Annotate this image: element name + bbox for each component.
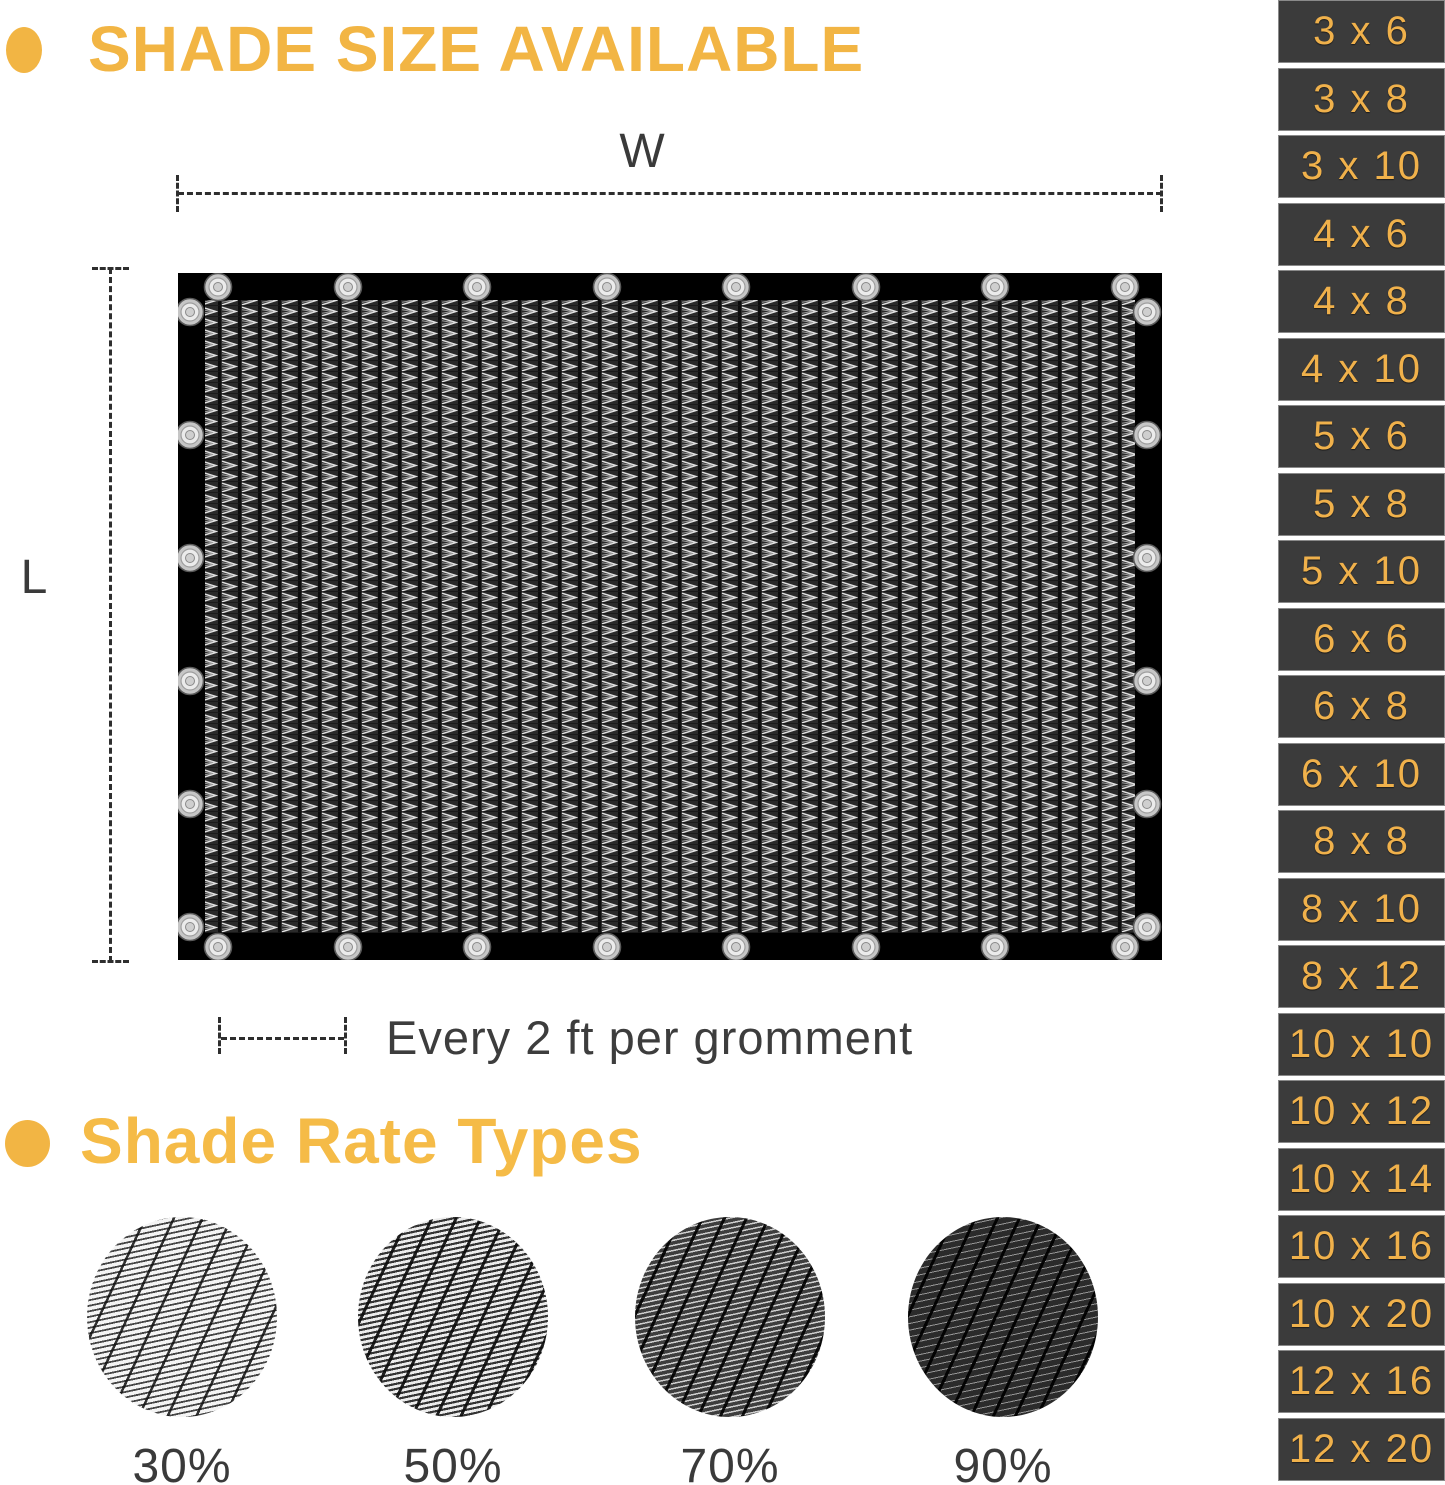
grommet-icon bbox=[464, 274, 491, 301]
shade-rate-sample bbox=[87, 1217, 277, 1485]
shade-rate-sample bbox=[635, 1217, 825, 1485]
grommet-icon bbox=[178, 791, 204, 818]
size-chip-label: 6 x 6 bbox=[1313, 616, 1410, 661]
size-chip-label: 12 x 16 bbox=[1288, 1359, 1435, 1403]
size-chip bbox=[1278, 338, 1445, 401]
shade-rate-percentage: 30% bbox=[132, 1440, 232, 1485]
size-chip bbox=[1278, 1418, 1445, 1481]
grommet-icon bbox=[594, 934, 621, 961]
grommet-icon bbox=[178, 914, 204, 941]
grommet-icon bbox=[335, 934, 362, 961]
grommet-icon bbox=[1134, 545, 1161, 572]
size-chip-label: 8 x 8 bbox=[1313, 819, 1410, 863]
size-chip-label: 10 x 14 bbox=[1288, 1156, 1435, 1201]
size-chip-label: 12 x 20 bbox=[1288, 1426, 1435, 1471]
size-chip-label: 3 x 6 bbox=[1313, 9, 1410, 53]
size-list bbox=[1278, 0, 1445, 1485]
size-chip-label: 3 x 10 bbox=[1301, 144, 1422, 188]
size-chip-label: 10 x 20 bbox=[1288, 1291, 1435, 1336]
rates-title: Shade Rate Types bbox=[80, 1105, 643, 1177]
grommet-spacing-note: Every 2 ft per gromment bbox=[386, 1011, 914, 1064]
size-chip-label: 8 x 12 bbox=[1301, 954, 1422, 998]
grommet-icon bbox=[178, 668, 204, 695]
grommet-icon bbox=[723, 934, 750, 961]
shade-rate-percentage: 70% bbox=[680, 1440, 780, 1485]
size-chip bbox=[1278, 1148, 1445, 1211]
size-chip bbox=[1278, 675, 1445, 738]
grommet-icon bbox=[178, 299, 204, 326]
size-chip bbox=[1278, 1013, 1445, 1076]
size-chip bbox=[1278, 608, 1445, 671]
width-dimension-line bbox=[178, 192, 1162, 195]
grommet-icon bbox=[1134, 791, 1161, 818]
shade-rate-sample bbox=[358, 1217, 548, 1485]
shade-net-illustration bbox=[178, 273, 1162, 960]
size-chip-label: 4 x 8 bbox=[1313, 279, 1410, 323]
size-chip bbox=[1278, 473, 1445, 536]
length-dimension-tick-top bbox=[92, 267, 129, 270]
size-chip bbox=[1278, 1215, 1445, 1278]
grommet-icon bbox=[464, 934, 491, 961]
grommet-icon bbox=[1134, 422, 1161, 449]
size-chip bbox=[1278, 135, 1445, 198]
grommet-icon bbox=[335, 274, 362, 301]
size-chip-label: 8 x 10 bbox=[1301, 886, 1422, 931]
grommet-icon bbox=[982, 274, 1009, 301]
grommet-icon bbox=[853, 274, 880, 301]
size-chip bbox=[1278, 945, 1445, 1008]
size-chip bbox=[1278, 1283, 1445, 1346]
size-chip bbox=[1278, 203, 1445, 266]
length-dimension-line bbox=[109, 268, 112, 962]
grommet-icon bbox=[1112, 274, 1139, 301]
grommet-icon bbox=[178, 545, 204, 572]
size-chip-label: 10 x 16 bbox=[1288, 1224, 1435, 1268]
size-chip bbox=[1278, 743, 1445, 806]
mesh-swatch-icon bbox=[635, 1217, 825, 1417]
mesh-swatch-icon bbox=[358, 1217, 548, 1417]
width-dimension-tick-left bbox=[176, 175, 179, 212]
mesh-swatch-icon bbox=[87, 1217, 277, 1417]
size-chip-label: 4 x 6 bbox=[1313, 211, 1410, 256]
size-chip bbox=[1278, 878, 1445, 941]
grommet-icon bbox=[205, 274, 232, 301]
grommet-spacing-tick-left bbox=[218, 1017, 221, 1054]
size-chip bbox=[1278, 1350, 1445, 1413]
net-mesh bbox=[205, 300, 1135, 933]
length-dimension-label: L bbox=[20, 551, 48, 604]
size-chip bbox=[1278, 1080, 1445, 1143]
size-chip-label: 5 x 6 bbox=[1313, 414, 1410, 458]
grommet-icon bbox=[178, 422, 204, 449]
size-chip bbox=[1278, 68, 1445, 131]
length-dimension-tick-bottom bbox=[92, 960, 129, 963]
bullet-icon bbox=[5, 1120, 50, 1167]
size-chip-label: 6 x 10 bbox=[1301, 751, 1422, 796]
size-chip bbox=[1278, 540, 1445, 603]
grommet-icon bbox=[982, 934, 1009, 961]
shade-rate-percentage: 90% bbox=[953, 1440, 1053, 1485]
shade-rate-samples bbox=[0, 1217, 1162, 1485]
grommet-spacing-tick-right bbox=[344, 1017, 347, 1054]
width-dimension-label: W bbox=[619, 125, 665, 178]
size-chip-label: 6 x 8 bbox=[1313, 684, 1410, 728]
size-chip bbox=[1278, 810, 1445, 873]
size-chip bbox=[1278, 405, 1445, 468]
shade-rate-sample bbox=[908, 1217, 1098, 1485]
size-chip-label: 5 x 8 bbox=[1313, 481, 1410, 526]
grommet-icon bbox=[1134, 668, 1161, 695]
grommet-icon bbox=[1112, 934, 1139, 961]
size-chip-label: 10 x 10 bbox=[1288, 1021, 1435, 1066]
sizes-title: SHADE SIZE AVAILABLE bbox=[88, 13, 865, 85]
grommet-icon bbox=[205, 934, 232, 961]
size-chip bbox=[1278, 270, 1445, 333]
grommet-icon bbox=[594, 274, 621, 301]
mesh-swatch-icon bbox=[908, 1217, 1098, 1417]
size-chip-label: 4 x 10 bbox=[1301, 346, 1422, 391]
size-chip-label: 3 x 8 bbox=[1313, 76, 1410, 121]
width-dimension-tick-right bbox=[1160, 175, 1163, 212]
grommet-icon bbox=[853, 934, 880, 961]
size-chip-label: 5 x 10 bbox=[1301, 549, 1422, 593]
grommet-icon bbox=[723, 274, 750, 301]
size-chip bbox=[1278, 0, 1445, 63]
size-chip-label: 10 x 12 bbox=[1288, 1089, 1435, 1133]
grommet-icon bbox=[1134, 914, 1161, 941]
bullet-icon bbox=[6, 27, 42, 73]
grommet-icon bbox=[1134, 299, 1161, 326]
shade-rate-percentage: 50% bbox=[403, 1440, 503, 1485]
grommet-spacing-line bbox=[221, 1037, 344, 1040]
